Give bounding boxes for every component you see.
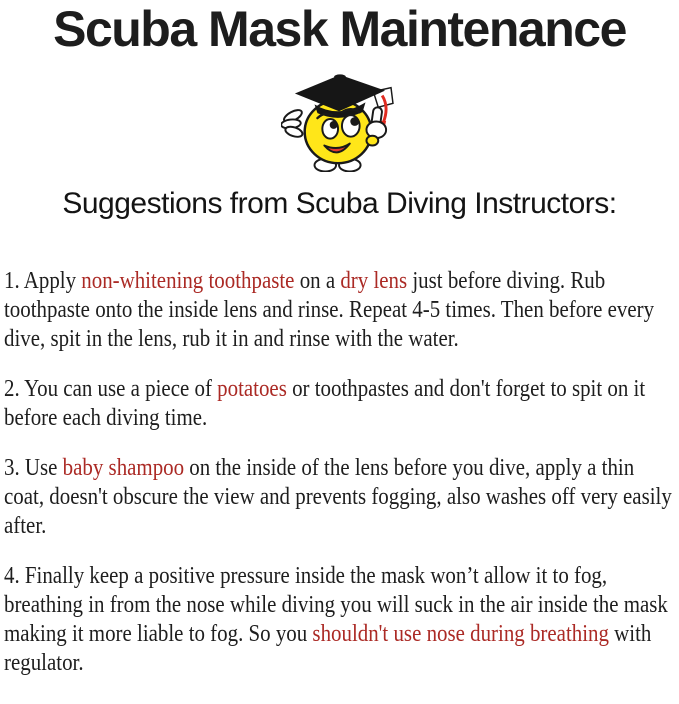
mascot-pupil-left	[329, 121, 337, 129]
text-segment: 1. Apply	[4, 268, 82, 294]
mascot-waving-hand	[281, 108, 304, 139]
text-segment: 2. You can use a piece of	[4, 376, 218, 402]
text-segment: 4. Finally keep a positive pressure inside the mask won’t allow it to fog, breathing in from the nose while diving you will suck in the air inside the mask making it more liable to fog. So you	[4, 563, 668, 647]
suggestion-paragraph-3	[4, 454, 675, 541]
suggestion-paragraph-2	[4, 375, 675, 433]
suggestion-paragraph-4	[4, 562, 675, 678]
suggestions-list	[4, 267, 675, 678]
text-segment: just before diving. Rub toothpaste onto the inside lens and rinse. Repeat 4-5 times. Then before every dive, spit in the lens, rub it in and rinse with the water.	[4, 268, 655, 352]
mascot-tassel-cord	[382, 96, 386, 123]
highlighted-term: potatoes	[217, 376, 287, 402]
section-subtitle: Suggestions from Scuba Diving Instructors:	[62, 187, 617, 220]
mascot-cap-button	[334, 74, 346, 79]
infographic-page	[0, 1, 679, 704]
text-segment: on a	[294, 268, 341, 294]
highlighted-term: non-whitening toothpaste	[81, 268, 295, 294]
highlighted-term: shouldn't use nose during breathing	[312, 621, 609, 647]
text-segment: or toothpastes and don't forget to spit on it before each diving time.	[4, 376, 646, 431]
suggestion-paragraph-1	[4, 267, 675, 354]
text-segment: on the inside of the lens before you dive, apply a thin coat, doesn't obscure the view and prevents fogging, also washes off very easily after.	[4, 455, 672, 539]
text-segment: 3. Use	[4, 455, 63, 481]
text-segment: with regulator.	[4, 621, 652, 676]
highlighted-term: dry lens	[340, 268, 408, 294]
mascot-cuff	[366, 136, 378, 146]
mascot-graduate-smiley-icon	[0, 70, 679, 173]
page-title: Scuba Mask Maintenance	[53, 1, 626, 57]
graduate-smiley-icon	[281, 70, 399, 172]
mascot-mortarboard	[294, 75, 384, 111]
highlighted-term: baby shampoo	[62, 455, 185, 481]
mascot-pupil-right	[350, 117, 359, 126]
